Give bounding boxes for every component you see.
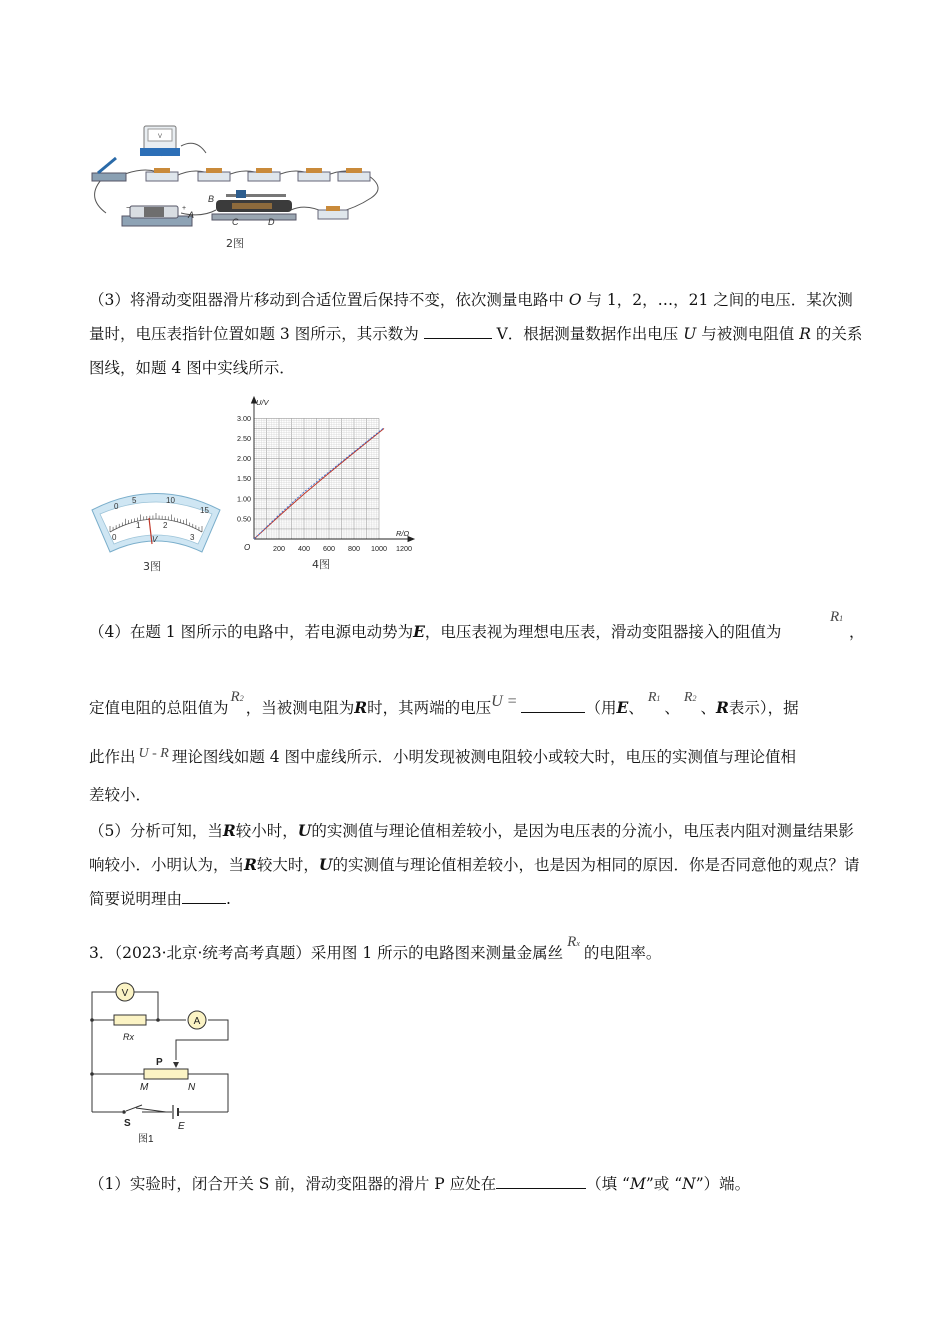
q5-text-h: . — [226, 890, 231, 908]
q5-text-b: 较小时， — [235, 822, 298, 840]
q5-u2: U — [318, 855, 333, 874]
q4-r1: R — [830, 609, 840, 625]
q4-sep-1: 、 — [628, 699, 644, 717]
q4-u-r: U - R — [138, 746, 169, 761]
y-tick-label: 0.50 — [237, 514, 251, 524]
label-b: B — [208, 194, 215, 204]
voltmeter-v: V — [157, 134, 163, 140]
q4-line-2 — [89, 689, 799, 718]
q4-text-2d: （用 — [585, 699, 617, 717]
figure-2-caption: 2图 — [226, 237, 244, 250]
q3-text-5: 的关系图线，如题 4 图中实线所示． — [89, 325, 863, 377]
figure-3-caption: 3图 — [143, 560, 161, 573]
q7-text-b: （填 “ — [586, 1175, 630, 1193]
x-tick-label: 1200 — [396, 544, 412, 553]
x-tick-label: 200 — [273, 544, 285, 553]
battery-plus: + — [182, 205, 187, 212]
label-c: C — [232, 217, 239, 227]
q4-r2-b-sub: 2 — [692, 694, 697, 703]
dial-top-0: 0 — [114, 502, 119, 511]
q3-r: R — [799, 325, 811, 343]
q5-text-a: （5）分析可知，当 — [89, 822, 223, 840]
q7-text-c: ”或 “ — [645, 1175, 683, 1193]
q5-text-g: 同意他的观点？请简要说明理由 — [89, 856, 860, 908]
q7-m: M — [629, 1175, 646, 1193]
q6-text-a: （2023·北京·统考高考真题）采用图 1 所示的电路图来测量金属丝 — [114, 944, 564, 962]
q3-text-4: 与被测电阻值 — [701, 325, 795, 343]
q4-text-2e: 表示），据 — [728, 699, 799, 717]
q7-n: N — [682, 1175, 696, 1193]
q4-e2: E — [616, 698, 629, 717]
figure-3 — [86, 482, 226, 572]
question-5 — [89, 814, 864, 916]
q5-text-e: 较大时， — [256, 856, 319, 874]
x-tick-label: 800 — [348, 544, 360, 553]
circuit-v: V — [121, 988, 129, 999]
q7-line — [89, 1172, 750, 1194]
dial-bottom-3: 3 — [190, 533, 195, 542]
q4-text-2a: 定值电阻的总阻值为 — [89, 699, 229, 717]
circuit-diagram — [86, 982, 236, 1147]
apparatus-drawing — [86, 118, 386, 253]
dial-top-10: 10 — [166, 496, 175, 505]
circuit-m: M — [140, 1082, 149, 1093]
figure-1-caption: 图1 — [138, 1134, 154, 1145]
circuit-a: A — [193, 1016, 201, 1027]
y-tick-label: 2.50 — [237, 434, 251, 443]
q3-text-1: （3）将滑动变阻器滑片移动到合适位置后保持不变，依次测量电路中 — [89, 291, 564, 309]
q7-text-d: ”）端。 — [695, 1175, 751, 1193]
dial-bottom-1: 1 — [136, 521, 141, 530]
q3-text-2: 与 1，2，…，21 之间的电压．某次测量时，电压表指针位置如题 3 图所示，其示数为 — [89, 291, 853, 343]
figure-2 — [86, 118, 386, 253]
circuit-e: E — [178, 1121, 185, 1132]
q5-r: R — [222, 821, 236, 840]
q6-text-b: 的电阻率。 — [583, 944, 662, 962]
dial-unit: V — [152, 535, 158, 544]
label-d: D — [268, 217, 275, 227]
circuit-n: N — [188, 1082, 196, 1093]
q5-text-c: 的实测值与理论值相差较小，是因为电压表的分流小，电压表内阻对测 — [311, 822, 792, 840]
figure-4 — [236, 395, 416, 570]
q4-u-equals: U = — [491, 693, 518, 710]
dial-bottom-2: 2 — [163, 521, 168, 530]
circuit-rx: Rx — [123, 1032, 134, 1042]
chart-ylabel: U/V — [256, 398, 269, 407]
q4-r2-b: R — [683, 690, 693, 705]
q-number: 3． — [89, 944, 115, 962]
q4-r3: R — [715, 698, 729, 717]
q5-text-f: 的实测值与理论值相差较小，也是因为相同的原因．你是否 — [332, 856, 736, 874]
q3-answer-blank[interactable] — [424, 324, 492, 339]
q6-rx-sub: x — [576, 939, 580, 948]
q4-comma: ， — [849, 623, 865, 641]
circuit-p: P — [156, 1057, 163, 1068]
q4-text-3b: 理论图线如题 4 图中虚线所示．小明发现被测电阻较小或较大时，电压的实测值与理论值相 — [171, 748, 797, 766]
q5-text-d: 量结果影响较小．小明认为，当 — [89, 822, 854, 874]
x-tick-label: 1000 — [371, 544, 387, 553]
q4-r2: R — [230, 689, 240, 705]
y-tick-label: 3.00 — [237, 413, 251, 423]
q3-o: O — [568, 291, 582, 309]
q4-sep-3: 、 — [700, 699, 716, 717]
y-tick-label: 1.50 — [237, 474, 251, 484]
question-3-header — [89, 934, 662, 963]
y-tick-label: 1.00 — [237, 494, 251, 504]
q6-rx: R — [567, 934, 577, 950]
q4-line-4: 差较小． — [89, 786, 152, 804]
q4-text-1: （4）在题 1 图所示的电路中，若电源电动势为 — [89, 623, 414, 641]
dial-bottom-0: 0 — [112, 533, 117, 542]
x-tick-label: 600 — [323, 544, 335, 553]
x-tick-label: 400 — [298, 544, 310, 553]
q4-r: R — [354, 698, 368, 717]
q4-e: E — [413, 622, 425, 641]
q5-u: U — [297, 821, 312, 840]
q7-text-a: （1）实验时，闭合开关 S 前，滑动变阻器的滑片 P 应处在 — [89, 1175, 497, 1193]
q4-text-1b: ，电压表视为理想电压表，滑动变阻器接入的阻值为 — [424, 623, 782, 641]
q3-u: U — [683, 325, 697, 343]
q4-text-3a: 此作出 — [89, 748, 136, 766]
circuit-s: S — [124, 1118, 131, 1129]
q4-text-2b: ，当被测电阻为 — [245, 699, 355, 717]
voltmeter-dial — [86, 482, 226, 557]
dial-top-15: 15 — [200, 506, 209, 515]
y-tick-label: 2.00 — [237, 454, 251, 464]
label-a: A — [188, 210, 195, 220]
chart-origin: O — [244, 543, 251, 552]
battery-minus: − — [126, 203, 131, 212]
q4-text-2c: 时，其两端的电压 — [367, 699, 492, 717]
q3-text-3: V．根据测量数据作出电压 — [496, 325, 679, 343]
q4-line-3 — [89, 745, 796, 767]
q4-r1-b: R — [647, 690, 657, 705]
q5-answer-blank[interactable] — [182, 889, 226, 904]
q4-line-1 — [89, 620, 781, 642]
q4-r1-b-sub: 1 — [656, 694, 661, 703]
chart-xlabel: R/Ω — [396, 529, 410, 538]
figure-4-caption: 4图 — [312, 558, 330, 571]
q5-r2: R — [244, 855, 257, 874]
q4-r2-sub: 2 — [239, 694, 244, 703]
figure-1-circuit — [86, 982, 236, 1147]
q4-r1-symbol — [830, 606, 843, 626]
q4-answer-blank[interactable] — [521, 698, 585, 713]
q7-answer-blank[interactable] — [496, 1174, 586, 1189]
dial-top-5: 5 — [132, 496, 137, 505]
q4-sep-2: 、 — [664, 699, 680, 717]
q4-r1-sub: 1 — [839, 614, 844, 623]
question-3 — [89, 283, 864, 385]
ur-chart — [236, 395, 416, 557]
